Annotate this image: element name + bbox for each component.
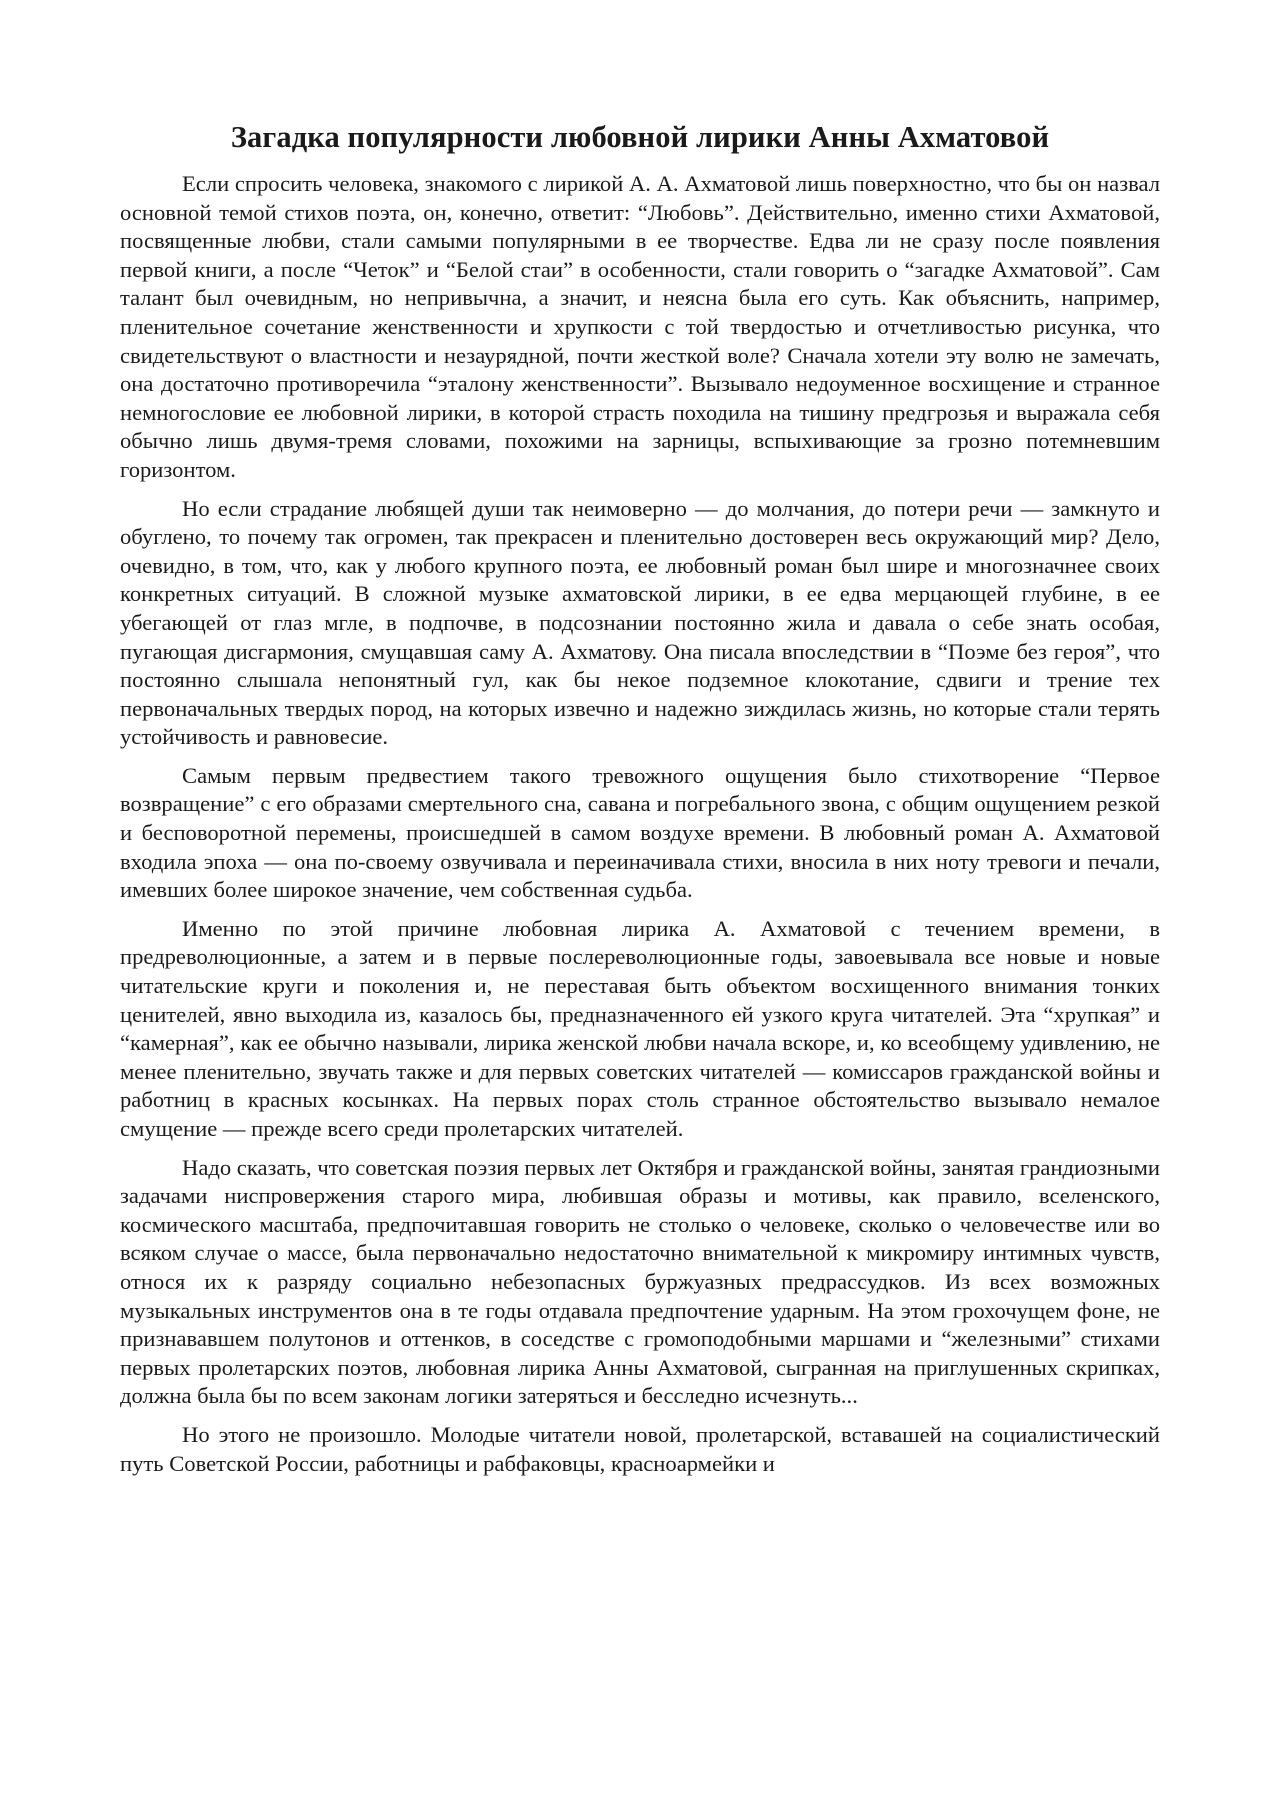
paragraph-1: Если спросить человека, знакомого с лирикой А. А. Ахматовой лишь поверхностно, что бы он назвал основной темой стихов поэта, он, конечно, ответит: “Любовь”. Действительно, именно стихи Ахматовой, посвященные любви, стали самыми популярными в ее творчестве. Едва ли не сразу после появления первой книги, а после “Четок” и “Белой стаи” в особенности, стали говорить о “загадке Ахматовой”. Сам талант был очевидным, но непривычна, а значит, и неясна была его суть. Как объяснить, например, пленительное сочетание женственности и хрупкости с той твердостью и отчетливостью рисунка, что свидетельствуют о властности и незаурядной, почти жесткой воле? Сначала хотели эту волю не замечать, она достаточно противоречила “эталону женственности”. Вызывало недоуменное восхищение и странное немногословие ее любовной лирики, в которой страсть походила на тишину предгрозья и выражала себя обычно лишь двумя-тремя словами, похожими на зарницы, вспыхивающие за грозно потемневшим горизонтом.	[120, 171, 1160, 482]
document-title: Загадка популярности любовной лирики Анны Ахматовой	[230, 120, 1050, 154]
paragraph-2: Но если страдание любящей души так неимоверно — до молчания, до потери речи — замкнуто и обуглено, то почему так огромен, так прекрасен и пленительно достоверен весь окружающий мир? Дело, очевидно, в том, что, как у любого крупного поэта, ее любовный роман был шире и многозначнее своих конкретных ситуаций. В сложной музыке ахматовской лирики, в ее едва мерцающей глубине, в ее убегающей от глаз мгле, в подпочве, в подсознании постоянно жила и давала о себе знать особая, пугающая дисгармония, смущавшая саму А. Ахматову. Она писала впоследствии в “Поэме без героя”, что постоянно слышала непонятный гул, как бы некое подземное клокотание, сдвиги и трение тех первоначальных твердых пород, на которых извечно и надежно зиждилась жизнь, но которые стали терять устойчивость и равновесие.	[120, 495, 1160, 750]
paragraph-6: Но этого не произошло. Молодые читатели новой, пролетарской, вставашей на социалистический путь Советской России, работницы и рабфаковцы, красноармейки и	[120, 1421, 1160, 1476]
paragraph-3: Самым первым предвестием такого тревожного ощущения было стихотворение “Первое возвращение” с его образами смертельного сна, савана и погребального звона, с общим ощущением резкой и бесповоротной перемены, происшедшей в самом воздухе времени. В любовный роман А. Ахматовой входила эпоха — она по-своему озвучивала и переиначивала стихи, вносила в них ноту тревоги и печали, имевших более широкое значение, чем собственная судьба.	[120, 762, 1160, 903]
document-page	[120, 118, 1160, 1478]
paragraph-4: Именно по этой причине любовная лирика А. Ахматовой с течением времени, в предреволюционные, а затем и в первые послереволюционные годы, завоевывала все новые и новые читательские круги и поколения и, не переставая быть объектом восхищенного внимания тонких ценителей, явно выходила из, казалось бы, предназначенного ей узкого круга читателей. Эта “хрупкая” и “камерная”, как ее обычно называли, лирика женской любви начала вскоре, и, ко всеобщему удивлению, не менее пленительно, звучать также и для первых советских читателей — комиссаров гражданской войны и работниц в красных косынках. На первых порах столь странное обстоятельство вызывало немалое смущение — прежде всего среди пролетарских читателей.	[120, 915, 1160, 1141]
paragraph-5: Надо сказать, что советская поэзия первых лет Октября и гражданской войны, занятая грандиозными задачами ниспровержения старого мира, любившая образы и мотивы, как правило, вселенского, космического масштаба, предпочитавшая говорить не столько о человеке, сколько о человечестве или во всяком случае о массе, была первоначально недостаточно внимательной к микромиру интимных чувств, относя их к разряду социально небезопасных буржуазных предрассудков. Из всех возможных музыкальных инструментов она в те годы отдавала предпочтение ударным. На этом грохочущем фоне, не признававшем полутонов и оттенков, в соседстве с громоподобными маршами и “железными” стихами первых пролетарских поэтов, любовная лирика Анны Ахматовой, сыгранная на приглушенных скрипках, должна была бы по всем законам логики затеряться и бесследно исчезнуть...	[120, 1154, 1160, 1409]
